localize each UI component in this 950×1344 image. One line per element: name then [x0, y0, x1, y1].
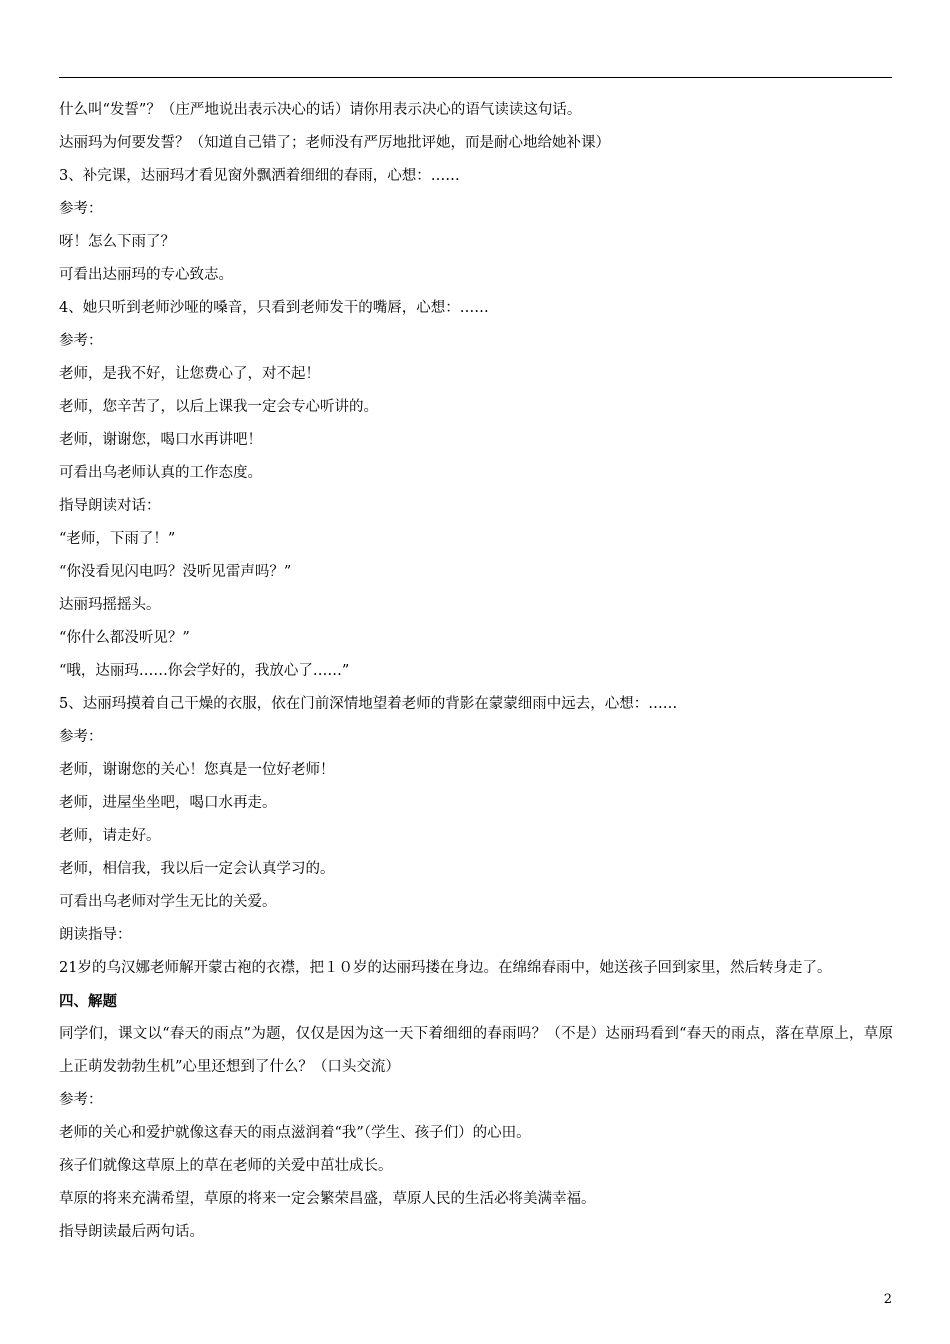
text-line: 3、补完课，达丽玛才看见窗外飘洒着细细的春雨，心想：…… — [59, 168, 460, 184]
header-rule — [59, 77, 892, 78]
paragraph: 同学们，课文以“春天的雨点”为题，仅仅是因为这一天下着细细的春雨吗？（不是）达丽玛看到“春天的雨点，落在草原上，草原上正萌发勃勃生机”心里还想到了什么？（口头交流） — [59, 1026, 893, 1075]
text-line: “哦，达丽玛……你会学好的，我放心了……” — [59, 663, 350, 679]
text-line: 参考： — [59, 333, 103, 349]
text-line: 参考： — [59, 1092, 103, 1108]
text-line: 可看出达丽玛的专心致志。 — [59, 267, 233, 283]
text-line: 可看出乌老师对学生无比的关爱。 — [59, 894, 277, 910]
text-line: 老师，谢谢您的关心！您真是一位好老师！ — [59, 762, 335, 778]
document-body — [59, 94, 893, 1249]
text-line: 可看出乌老师认真的工作态度。 — [59, 465, 262, 481]
text-line: 5、达丽玛摸着自己干燥的衣服，依在门前深情地望着老师的背影在蒙蒙细雨中远去，心想：…… — [59, 696, 678, 712]
paragraph: 21岁的乌汉娜老师解开蒙古袍的衣襟，把１０岁的达丽玛搂在身边。在绵绵春雨中，她送孩子回到家里，然后转身走了。 — [59, 960, 832, 976]
text-line: 老师，相信我，我以后一定会认真学习的。 — [59, 861, 335, 877]
text-line: 朗读指导： — [59, 927, 132, 943]
text-line: “老师，下雨了！” — [59, 531, 176, 547]
text-line: 草原的将来充满希望，草原的将来一定会繁荣昌盛，草原人民的生活必将美满幸福。 — [59, 1191, 596, 1207]
text-line: 老师，您辛苦了，以后上课我一定会专心听讲的。 — [59, 399, 378, 415]
text-line: 老师，谢谢您，喝口水再讲吧！ — [59, 432, 262, 448]
text-line: 呀！怎么下雨了？ — [59, 234, 175, 250]
text-line: 老师的关心和爱护就像这春天的雨点滋润着“我”（学生、孩子们）的心田。 — [59, 1125, 531, 1141]
text-line: 4、她只听到老师沙哑的嗓音，只看到老师发干的嘴唇，心想：…… — [59, 300, 489, 316]
text-line: 老师，请走好。 — [59, 828, 161, 844]
text-line: 达丽玛为何要发誓？（知道自己错了；老师没有严厉地批评她，而是耐心地给她补课） — [59, 135, 610, 151]
text-line: 老师，是我不好，让您费心了，对不起！ — [59, 366, 320, 382]
text-line: 达丽玛摇摇头。 — [59, 597, 161, 613]
text-line: 参考： — [59, 201, 103, 217]
page-number: 2 — [883, 1292, 892, 1307]
text-line: “你什么都没听见？” — [59, 630, 190, 646]
text-line: 指导朗读对话： — [59, 498, 161, 514]
text-line: 什么叫“发誓”？（庄严地说出表示决心的话）请你用表示决心的语气读读这句话。 — [59, 102, 582, 118]
text-line: 孩子们就像这草原上的草在老师的关爱中茁壮成长。 — [59, 1158, 393, 1174]
text-line: 参考： — [59, 729, 103, 745]
text-line: 老师，进屋坐坐吧，喝口水再走。 — [59, 795, 277, 811]
text-line: “你没看见闪电吗？没听见雷声吗？” — [59, 564, 292, 580]
text-line: 指导朗读最后两句话。 — [59, 1224, 204, 1240]
section-heading: 四、解题 — [59, 993, 117, 1010]
